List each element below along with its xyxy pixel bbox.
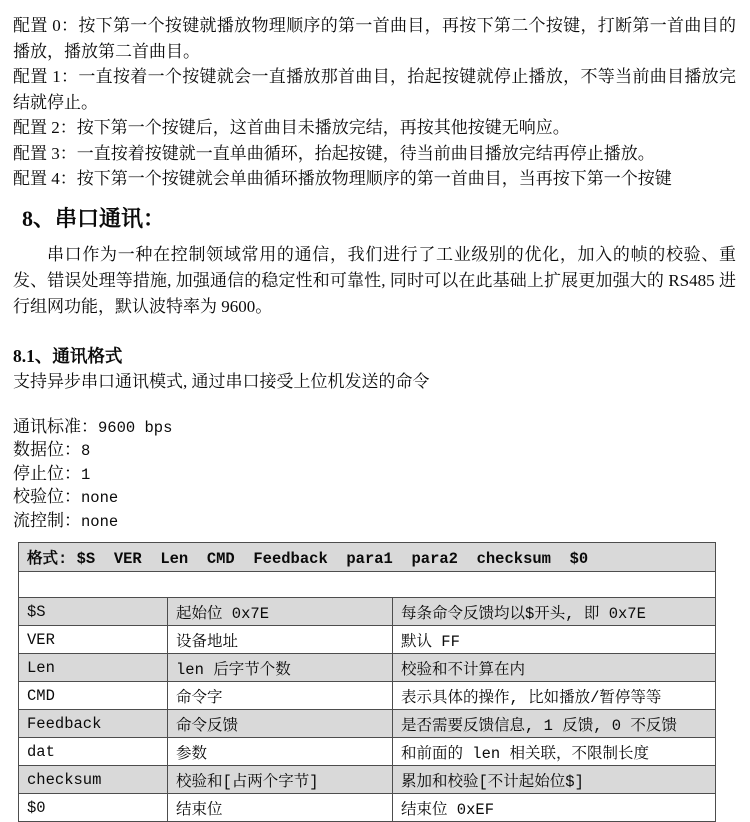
table-row [19, 738, 716, 766]
table-cell-desc: len 后字节个数 [168, 654, 393, 682]
table-cell-note: 累加和校验[不计起始位$] [393, 766, 716, 794]
table-format-header-row [19, 543, 716, 572]
param-flowcontrol [13, 510, 750, 534]
table-spacer-row [19, 572, 716, 598]
table-row [19, 626, 716, 654]
table-cell-note: 表示具体的操作, 比如播放/暂停等等 [393, 682, 716, 710]
table-cell-desc: 命令字 [168, 682, 393, 710]
param-value: 8 [81, 442, 91, 460]
config-note-1: 配置 1：一直按着一个按键就会一直播放那首曲目，抬起按键就停止播放，不等当前曲目播放完结就停止。 [13, 67, 736, 112]
table-cell-field: CMD [19, 682, 168, 710]
param-label: 流控制： [13, 510, 81, 530]
format-label: 格式: [27, 550, 77, 568]
table-cell-field: checksum [19, 766, 168, 794]
param-value: none [81, 512, 119, 531]
table-cell-note: 是否需要反馈信息, 1 反馈, 0 不反馈 [393, 710, 716, 738]
table-spacer-cell [19, 572, 716, 598]
table-row [19, 682, 716, 710]
section-title: 8、串口通讯： [22, 205, 166, 231]
table-cell-note: 校验和不计算在内 [393, 654, 716, 682]
protocol-frame-table [18, 542, 716, 822]
table-cell-desc: 参数 [168, 738, 393, 766]
table-cell-field: Len [19, 654, 168, 682]
table-row [19, 710, 716, 738]
table-row [19, 654, 716, 682]
table-cell-desc: 校验和[占两个字节] [168, 766, 393, 794]
table-format-header-cell [19, 543, 716, 572]
param-databits [13, 439, 750, 463]
param-value: none [81, 489, 119, 507]
param-label: 校验位： [13, 487, 81, 506]
table-cell-field: dat [19, 738, 168, 766]
param-label: 通讯标准： [13, 416, 98, 436]
table-cell-note: 结束位 0xEF [393, 794, 716, 822]
table-row [19, 598, 716, 626]
table-cell-field: VER [19, 626, 168, 654]
subsection-title: 8.1、通讯格式 [13, 345, 123, 366]
table-cell-desc: 起始位 0x7E [168, 598, 393, 626]
param-baudrate [13, 416, 750, 440]
key-config-notes [0, 0, 750, 192]
table-row [19, 766, 716, 794]
table-cell-note: 默认 FF [393, 626, 716, 654]
serial-parameter-list [13, 416, 750, 534]
table-cell-desc: 设备地址 [168, 626, 393, 654]
param-label: 数据位： [13, 440, 81, 459]
config-note-4: 配置 4：按下第一个按键就会单曲循环播放物理顺序的第一首曲目，当再按下第一个按键 [13, 169, 672, 188]
table-cell-field: Feedback [19, 710, 168, 738]
subsection-description: 支持异步串口通讯模式, 通过串口接受上位机发送的命令 [13, 371, 430, 391]
format-tokens: $S VER Len CMD Feedback para1 para2 checksum $0 [76, 550, 589, 568]
table-cell-desc: 命令反馈 [168, 710, 393, 738]
config-note-3: 配置 3：一直按着按键就一直单曲循环，抬起按键，待当前曲目播放完结再停止播放。 [13, 143, 655, 163]
table-cell-field: $S [19, 598, 168, 626]
param-value: 9600 bps [98, 418, 173, 437]
section-intro-paragraph: 串口作为一种在控制领域常用的通信，我们进行了工业级别的优化，加入的帧的校验、重发、错误处理等措施, 加强通信的稳定性和可靠性, 同时可以在此基础上扩展更加强大的 RS485 进行组网功能，默认波特率为 9600。 [13, 244, 736, 316]
param-stopbits [13, 463, 750, 487]
table-cell-field: $0 [19, 794, 168, 822]
param-label: 停止位： [13, 463, 81, 483]
param-value: 1 [81, 465, 91, 484]
config-note-0: 配置 0：按下第一个按键就播放物理顺序的第一首曲目，再按下第二个按键，打断第一首曲目的播放，播放第二首曲目。 [13, 16, 736, 61]
table-row [19, 794, 716, 822]
table-cell-note: 和前面的 len 相关联，不限制长度 [393, 738, 716, 766]
table-cell-desc: 结束位 [168, 794, 393, 822]
param-parity [13, 486, 750, 510]
config-note-2: 配置 2：按下第一个按键后，这首曲目未播放完结，再按其他按键无响应。 [13, 118, 570, 137]
table-cell-note: 每条命令反馈均以$开头, 即 0x7E [393, 598, 716, 626]
